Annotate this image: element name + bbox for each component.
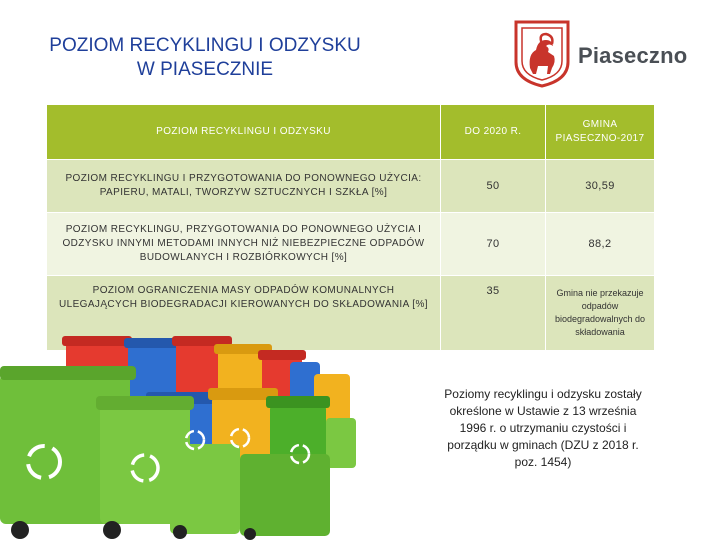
title-line-1: POZIOM RECYKLINGU I ODZYSKU bbox=[49, 35, 361, 56]
table-header-row bbox=[47, 105, 655, 160]
row-value: Gmina nie przekazuje odpadów biodegradowalnych do składowania bbox=[546, 276, 655, 351]
row-target: 50 bbox=[441, 160, 546, 213]
row-label: POZIOM RECYKLINGU, PRZYGOTOWANIA DO PONOWNEGO UŻYCIA I ODZYSKU INNYMI METODAMI INNYCH NIŻ NIEBEZPIECZNE ODPADÓW BUDOWLANYCH I ROZBIÓRKOWYCH [%] bbox=[47, 213, 441, 276]
legal-note: Poziomy recyklingu i odzysku zostały określone w Ustawie z 13 września 1996 r. o utrzymaniu czystości i porządku w gminach (DZU z 2018 r. poz. 1454) bbox=[444, 387, 642, 469]
logo-text: Piaseczno bbox=[578, 43, 688, 68]
row-label: POZIOM OGRANICZENIA MASY ODPADÓW KOMUNALNYCH ULEGAJĄCYCH BIODEGRADACJI KIEROWANYCH DO SKŁADOWANIA [%] bbox=[47, 276, 441, 351]
header-gmina: GMINA PIASECZNO-2017 bbox=[546, 105, 655, 160]
piaseczno-logo bbox=[512, 18, 702, 88]
title-line-2: W PIASECZNIE bbox=[136, 59, 274, 80]
table-row bbox=[47, 160, 655, 213]
row-value: 30,59 bbox=[546, 160, 655, 213]
recycling-bins-icon bbox=[0, 334, 430, 540]
recycling-table bbox=[46, 104, 655, 351]
header-level: POZIOM RECYKLINGU I ODZYSKU bbox=[47, 105, 441, 160]
row-target: 35 bbox=[441, 276, 546, 351]
row-target: 70 bbox=[441, 213, 546, 276]
page-title bbox=[40, 34, 370, 82]
row-label: POZIOM RECYKLINGU I PRZYGOTOWANIA DO PONOWNEGO UŻYCIA: PAPIERU, MATALI, TWORZYW SZTUCZNYCH I SZKŁA [%] bbox=[47, 160, 441, 213]
goat-crest-icon bbox=[512, 18, 572, 88]
row-value: 88,2 bbox=[546, 213, 655, 276]
table-row bbox=[47, 213, 655, 276]
header-target: DO 2020 R. bbox=[441, 105, 546, 160]
